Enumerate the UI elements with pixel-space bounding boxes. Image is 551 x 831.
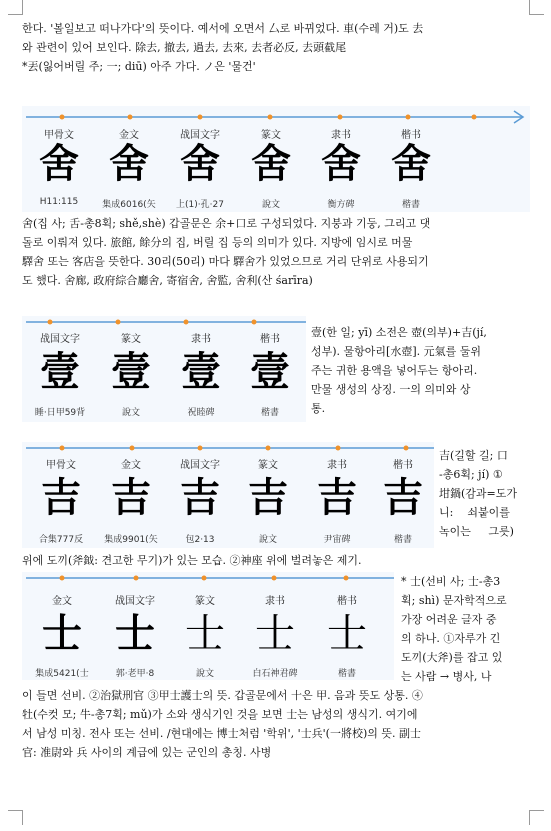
script-glyph: 舍: [180, 140, 220, 187]
script-label: 隶书: [331, 130, 351, 141]
script-glyph: 舍: [391, 140, 431, 187]
script-column: [236, 106, 306, 212]
script-glyph: 壹: [111, 348, 151, 395]
crop-mark-top-right: [529, 0, 544, 15]
glyph-source: 合集777反: [38, 535, 84, 545]
script-column: [238, 572, 312, 680]
script-column: [26, 572, 98, 680]
text-line: 통.: [311, 402, 326, 415]
script-label: 战国文字: [180, 460, 220, 471]
script-evolution-strip-shi: [22, 572, 394, 680]
script-label: 篆文: [195, 596, 215, 607]
script-glyph: 壹: [40, 348, 80, 395]
text-line: 주는 귀한 용액을 넣어두는 항아리.: [311, 364, 478, 377]
text-line: 녹이는 그릇): [439, 525, 514, 538]
glyph-source: 白石神君碑: [252, 669, 298, 679]
script-label: 篆文: [261, 130, 281, 141]
glyph-source: 包2·13: [185, 535, 215, 545]
script-column: [166, 442, 234, 548]
glyph-source: 說文: [261, 200, 280, 210]
glyph-source: 集成5421(士: [35, 669, 89, 679]
text-line: 위에 도끼(斧鉞: 견고한 무기)가 있는 모습. ②神座 위에 벌려놓은 제기.: [22, 554, 362, 567]
script-label: 金文: [121, 460, 141, 471]
glyph-source: H11:115: [39, 197, 79, 207]
script-label: 隶书: [191, 334, 211, 345]
text-line: 돌로 이뤄져 있다. 旅館, 餘分의 집, 버릴 집 등의 의미가 있다. 지방에 임시로 머물: [22, 236, 413, 249]
script-glyph: 士: [42, 610, 82, 657]
script-evolution-strip-she: [22, 106, 530, 212]
text-line: 와 관련이 있어 보인다. 除去, 撤去, 過去, 去來, 去者必反, 去頭截尾: [22, 41, 347, 54]
script-glyph: 士: [255, 611, 295, 657]
glyph-source: 楷書: [260, 408, 279, 418]
script-label: 篆文: [258, 460, 278, 471]
paragraph-qu: [22, 19, 530, 76]
script-label: 楷书: [337, 596, 357, 607]
script-label: 隶书: [327, 460, 347, 471]
script-glyph: 士: [115, 610, 155, 657]
script-label: 金文: [52, 596, 72, 607]
glyph-source: 尹宙碑: [323, 535, 351, 545]
text-line: 도 했다. 舍廊, 政府綜合廳舍, 寄宿舍, 舍監, 舍利(산 śarīra): [22, 274, 313, 287]
script-column: [96, 442, 166, 548]
text-line: 도끼(大斧)를 잡고 있: [401, 651, 503, 664]
glyph-source: 上(1)·孔·27: [176, 200, 224, 210]
script-glyph: 舍: [251, 140, 291, 187]
glyph-source: 楷書: [393, 535, 412, 545]
glyph-source: 說文: [121, 408, 140, 418]
glyph-source: 郭·老甲·8: [115, 669, 155, 679]
text-line: 성부). 물항아리[水壺]. 元氣를 둘위: [311, 345, 481, 358]
script-label: 楷书: [401, 130, 421, 141]
glyph-source: 祝睦碑: [187, 408, 215, 418]
text-line: 는 사람 → 병사, 나: [401, 670, 492, 683]
text-line: 가장 어려운 글자 중: [401, 613, 497, 626]
text-line: 서 남성 미칭. 전사 또는 선비. /현대에는 博士처럼 '학위', '士兵'(一將校)의 뜻. 副士: [22, 727, 421, 740]
script-label: 甲骨文: [46, 460, 76, 471]
script-column: [376, 106, 446, 212]
glyph-source: 衡方碑: [327, 200, 355, 210]
glyph-source: 睡·日甲59背: [34, 408, 86, 418]
script-glyph: 吉: [180, 474, 220, 521]
script-column: [372, 442, 434, 548]
script-glyph: 舍: [321, 140, 361, 187]
script-column: [236, 316, 304, 422]
text-line: 坩鍋(감과=도가: [439, 487, 518, 500]
script-evolution-strip-yi: [22, 316, 306, 422]
text-line: 의 하나. ①자루가 긴: [401, 632, 501, 645]
text-line: 만물 생성의 상징. 一의 의미와 상: [311, 383, 471, 396]
script-glyph: 吉: [41, 474, 81, 521]
script-column: [26, 442, 96, 548]
text-line: -총6획; jí) ①: [439, 468, 503, 481]
script-column: [166, 316, 236, 422]
script-column: [98, 572, 172, 680]
script-label: 金文: [119, 130, 139, 141]
script-label: 楷书: [393, 460, 413, 471]
script-glyph: 吉: [317, 474, 357, 521]
script-glyph: 壹: [181, 348, 221, 395]
text-line: 획; shì) 문자학적으로: [401, 594, 507, 607]
paragraph-ji-continuation: [22, 551, 530, 570]
glyph-source: 楷書: [337, 669, 356, 679]
text-line: 吉(길할 길; 口: [439, 449, 508, 462]
script-label: 战国文字: [180, 130, 220, 141]
glyph-source: 集成9901(矢: [104, 535, 158, 545]
script-label: 战国文字: [115, 596, 155, 607]
glyph-source: 說文: [195, 669, 214, 679]
text-line: 官: 准尉와 兵 사이의 계급에 있는 군인의 총칭. 사병: [22, 746, 272, 759]
script-evolution-strip-ji: [22, 442, 434, 548]
script-glyph: 壹: [250, 348, 290, 395]
paragraph-she: [22, 214, 530, 290]
script-column: [164, 106, 236, 212]
glyph-source: 楷書: [401, 200, 420, 210]
script-column: [96, 316, 166, 422]
script-glyph: 士: [185, 611, 225, 657]
text-line: * 士(선비 사; 士-총3: [401, 575, 501, 588]
crop-mark-bottom-left: [8, 810, 23, 825]
crop-mark-top-left: [8, 0, 23, 15]
glyph-source: 集成6016(矢: [102, 200, 156, 210]
paragraph-ji: [439, 446, 530, 541]
script-column: [234, 442, 302, 548]
script-glyph: 吉: [383, 474, 423, 521]
script-glyph: 舍: [39, 140, 79, 187]
paragraph-yi: [311, 323, 530, 418]
script-column: [302, 442, 372, 548]
script-column: [94, 106, 164, 212]
text-line: 驛舍 또는 客店을 뜻한다. 30리(50리) 마다 驛舍가 있었으므로 거리 단위로 사용되기: [22, 255, 429, 268]
script-label: 隶书: [265, 596, 285, 607]
script-column: [24, 316, 96, 422]
script-column: [24, 106, 94, 212]
text-line: *丟(잃어버릴 주; 一; diū) 아주 가다. ノ은 '물건': [22, 60, 256, 73]
text-line: 舍(집 사; 舌-총8획; shě,shè) 갑골문은 余+口로 구성되었다. 지붕과 기둥, 그리고 댓: [22, 217, 431, 230]
script-glyph: 吉: [248, 474, 288, 521]
script-label: 甲骨文: [44, 130, 74, 141]
script-glyph: 吉: [111, 474, 151, 521]
script-glyph: 士: [327, 611, 367, 657]
crop-mark-bottom-right: [529, 810, 544, 825]
script-column: [312, 572, 382, 680]
text-line: 니: 쇠붙이를: [439, 506, 510, 519]
script-column: [306, 106, 376, 212]
script-column: [172, 572, 238, 680]
script-label: 战国文字: [40, 334, 80, 345]
text-line: 牡(수컷 모; 牛-총7획; mǔ)가 소와 생식기인 것을 보면 士는 남성의 생식기. 여기에: [22, 708, 418, 721]
script-label: 篆文: [121, 334, 141, 345]
paragraph-shi-continuation: [22, 686, 530, 762]
text-line: 한다. '볼일보고 떠나가다'의 뜻이다. 예서에 오면서 厶로 바뀌었다. 車(수레 거)도 去: [22, 22, 424, 35]
paragraph-shi: [401, 572, 530, 686]
script-label: 楷书: [260, 334, 280, 345]
glyph-source: 說文: [258, 535, 277, 545]
script-glyph: 舍: [109, 140, 149, 187]
text-line: 이 들면 선비. ②治獄刑官 ③甲士護士의 뜻. 갑골문에서 十은 甲. 음과 뜻도 상통. ④: [22, 689, 423, 702]
text-line: 壹(한 일; yī) 소전은 壺(의부)+吉(jí,: [311, 326, 487, 339]
